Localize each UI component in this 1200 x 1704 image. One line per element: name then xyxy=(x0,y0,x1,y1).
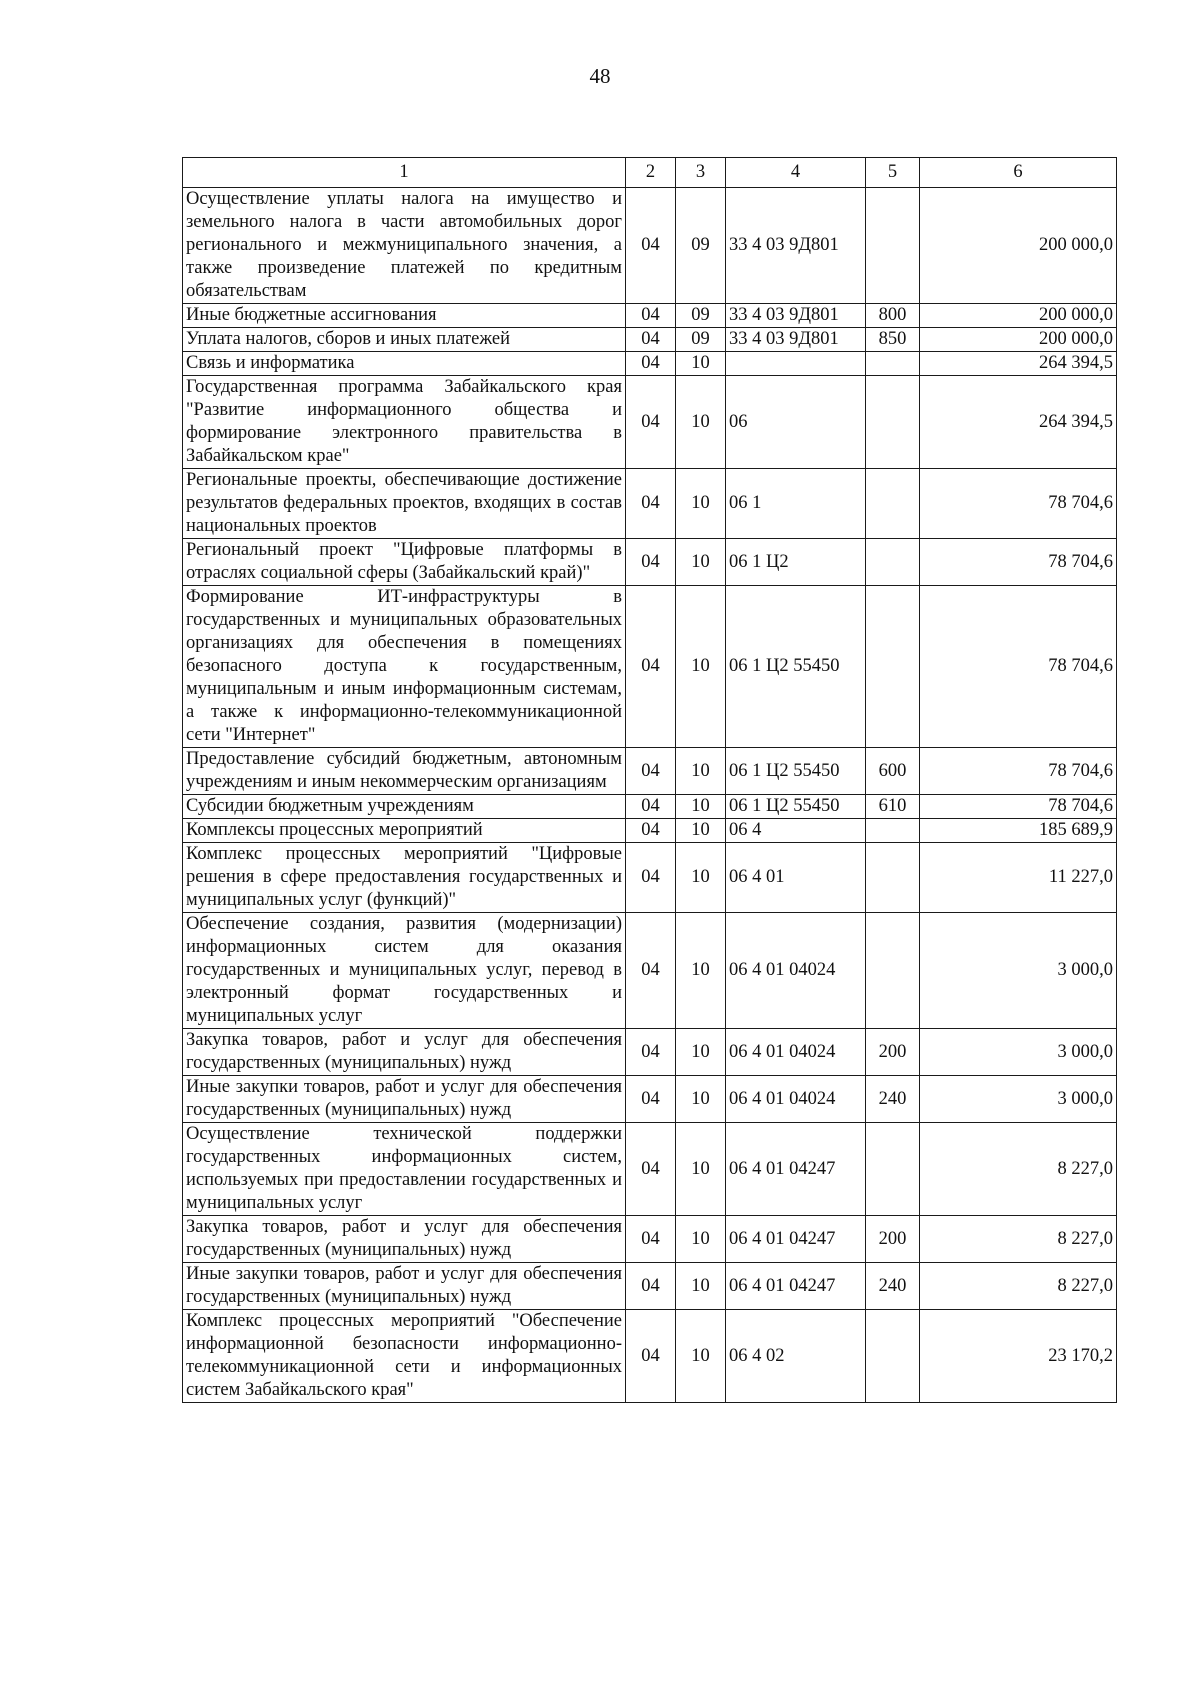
section-code: 04 xyxy=(626,352,676,376)
target-article-code: 06 1 Ц2 xyxy=(726,539,866,586)
section-code: 04 xyxy=(626,913,676,1029)
table-header xyxy=(183,158,1117,188)
expense-type-code xyxy=(866,188,920,304)
section-code: 04 xyxy=(626,1076,676,1123)
item-name: Комплекс процессных мероприятий "Обеспечение информационной безопасности информационно-телекоммуникационной сети и информационных систем Забайкальского края" xyxy=(183,1310,626,1403)
amount: 78 704,6 xyxy=(920,469,1117,539)
table-row xyxy=(183,913,1117,1029)
table-body xyxy=(183,188,1117,1403)
item-name: Обеспечение создания, развития (модернизации) информационных систем для оказания государственных и муниципальных услуг, перевод в электронный формат государственных и муниципальных услуг xyxy=(183,913,626,1029)
section-code: 04 xyxy=(626,748,676,795)
table-row xyxy=(183,304,1117,328)
header-row xyxy=(183,158,1117,188)
amount: 78 704,6 xyxy=(920,586,1117,748)
target-article-code: 06 4 01 04024 xyxy=(726,1029,866,1076)
subsection-code: 10 xyxy=(676,1123,726,1216)
table-row xyxy=(183,843,1117,913)
amount: 8 227,0 xyxy=(920,1123,1117,1216)
item-name: Региональные проекты, обеспечивающие достижение результатов федеральных проектов, входящих в состав национальных проектов xyxy=(183,469,626,539)
target-article-code: 06 4 xyxy=(726,819,866,843)
section-code: 04 xyxy=(626,328,676,352)
item-name: Комплексы процессных мероприятий xyxy=(183,819,626,843)
expense-type-code: 800 xyxy=(866,304,920,328)
target-article-code: 06 1 Ц2 55450 xyxy=(726,795,866,819)
budget-table xyxy=(182,157,1117,1403)
page-number: 48 xyxy=(589,64,611,88)
section-code: 04 xyxy=(626,819,676,843)
section-code: 04 xyxy=(626,1029,676,1076)
target-article-code: 06 4 02 xyxy=(726,1310,866,1403)
section-code: 04 xyxy=(626,843,676,913)
subsection-code: 10 xyxy=(676,352,726,376)
amount: 78 704,6 xyxy=(920,748,1117,795)
amount: 200 000,0 xyxy=(920,188,1117,304)
subsection-code: 10 xyxy=(676,1263,726,1310)
table-row xyxy=(183,539,1117,586)
header-col-4: 4 xyxy=(726,158,866,188)
subsection-code: 10 xyxy=(676,1310,726,1403)
target-article-code: 33 4 03 9Д801 xyxy=(726,188,866,304)
item-name: Иные закупки товаров, работ и услуг для обеспечения государственных (муниципальных) нужд xyxy=(183,1263,626,1310)
section-code: 04 xyxy=(626,469,676,539)
item-name: Формирование ИТ-инфраструктуры в государственных и муниципальных образовательных организациях для обеспечения в помещениях безопасного доступа к государственным, муниципальным и иным информационным системам, а также к информационно-телекоммуникационной сети "Интернет" xyxy=(183,586,626,748)
target-article-code: 06 1 xyxy=(726,469,866,539)
amount: 11 227,0 xyxy=(920,843,1117,913)
amount: 264 394,5 xyxy=(920,352,1117,376)
subsection-code: 10 xyxy=(676,376,726,469)
expense-type-code xyxy=(866,1123,920,1216)
amount: 8 227,0 xyxy=(920,1263,1117,1310)
expense-type-code: 200 xyxy=(866,1029,920,1076)
subsection-code: 10 xyxy=(676,1076,726,1123)
item-name: Связь и информатика xyxy=(183,352,626,376)
table-row xyxy=(183,1029,1117,1076)
section-code: 04 xyxy=(626,795,676,819)
expense-type-code: 240 xyxy=(866,1263,920,1310)
subsection-code: 10 xyxy=(676,795,726,819)
item-name: Осуществление технической поддержки государственных информационных систем, используемых при предоставлении государственных и муниципальных услуг xyxy=(183,1123,626,1216)
subsection-code: 10 xyxy=(676,1029,726,1076)
expense-type-code xyxy=(866,586,920,748)
target-article-code: 33 4 03 9Д801 xyxy=(726,304,866,328)
target-article-code: 06 xyxy=(726,376,866,469)
expense-type-code xyxy=(866,913,920,1029)
expense-type-code xyxy=(866,539,920,586)
item-name: Иные закупки товаров, работ и услуг для обеспечения государственных (муниципальных) нужд xyxy=(183,1076,626,1123)
subsection-code: 10 xyxy=(676,819,726,843)
section-code: 04 xyxy=(626,1263,676,1310)
section-code: 04 xyxy=(626,1216,676,1263)
subsection-code: 10 xyxy=(676,469,726,539)
amount: 3 000,0 xyxy=(920,1029,1117,1076)
expense-type-code: 600 xyxy=(866,748,920,795)
item-name: Закупка товаров, работ и услуг для обеспечения государственных (муниципальных) нужд xyxy=(183,1029,626,1076)
subsection-code: 10 xyxy=(676,748,726,795)
item-name: Предоставление субсидий бюджетным, автономным учреждениям и иным некоммерческим организациям xyxy=(183,748,626,795)
target-article-code: 06 4 01 04247 xyxy=(726,1216,866,1263)
target-article-code: 06 4 01 xyxy=(726,843,866,913)
section-code: 04 xyxy=(626,586,676,748)
subsection-code: 10 xyxy=(676,843,726,913)
amount: 3 000,0 xyxy=(920,1076,1117,1123)
item-name: Уплата налогов, сборов и иных платежей xyxy=(183,328,626,352)
amount: 200 000,0 xyxy=(920,328,1117,352)
table-row xyxy=(183,1216,1117,1263)
amount: 3 000,0 xyxy=(920,913,1117,1029)
expense-type-code xyxy=(866,469,920,539)
table-row xyxy=(183,748,1117,795)
expense-type-code: 200 xyxy=(866,1216,920,1263)
item-name: Региональный проект "Цифровые платформы в отраслях социальной сферы (Забайкальский край)" xyxy=(183,539,626,586)
target-article-code: 06 1 Ц2 55450 xyxy=(726,748,866,795)
section-code: 04 xyxy=(626,539,676,586)
table-row xyxy=(183,376,1117,469)
amount: 200 000,0 xyxy=(920,304,1117,328)
target-article-code xyxy=(726,352,866,376)
section-code: 04 xyxy=(626,188,676,304)
table-row xyxy=(183,586,1117,748)
target-article-code: 06 4 01 04024 xyxy=(726,1076,866,1123)
item-name: Субсидии бюджетным учреждениям xyxy=(183,795,626,819)
item-name: Закупка товаров, работ и услуг для обеспечения государственных (муниципальных) нужд xyxy=(183,1216,626,1263)
header-col-6: 6 xyxy=(920,158,1117,188)
subsection-code: 10 xyxy=(676,913,726,1029)
target-article-code: 06 4 01 04247 xyxy=(726,1263,866,1310)
target-article-code: 06 1 Ц2 55450 xyxy=(726,586,866,748)
table-row xyxy=(183,795,1117,819)
section-code: 04 xyxy=(626,1123,676,1216)
expense-type-code: 240 xyxy=(866,1076,920,1123)
section-code: 04 xyxy=(626,1310,676,1403)
expense-type-code xyxy=(866,352,920,376)
subsection-code: 10 xyxy=(676,586,726,748)
target-article-code: 06 4 01 04024 xyxy=(726,913,866,1029)
amount: 78 704,6 xyxy=(920,539,1117,586)
amount: 8 227,0 xyxy=(920,1216,1117,1263)
subsection-code: 09 xyxy=(676,328,726,352)
subsection-code: 09 xyxy=(676,188,726,304)
table-row xyxy=(183,469,1117,539)
table-row xyxy=(183,1310,1117,1403)
table-row xyxy=(183,819,1117,843)
item-name: Осуществление уплаты налога на имущество и земельного налога в части автомобильных дорог регионального и межмуниципального значения, а также произведение платежей по кредитным обязательствам xyxy=(183,188,626,304)
subsection-code: 10 xyxy=(676,1216,726,1263)
expense-type-code xyxy=(866,376,920,469)
header-col-3: 3 xyxy=(676,158,726,188)
amount: 23 170,2 xyxy=(920,1310,1117,1403)
expense-type-code: 850 xyxy=(866,328,920,352)
target-article-code: 06 4 01 04247 xyxy=(726,1123,866,1216)
amount: 78 704,6 xyxy=(920,795,1117,819)
section-code: 04 xyxy=(626,304,676,328)
item-name: Иные бюджетные ассигнования xyxy=(183,304,626,328)
subsection-code: 09 xyxy=(676,304,726,328)
item-name: Комплекс процессных мероприятий "Цифровые решения в сфере предоставления государственных и муниципальных услуг (функций)" xyxy=(183,843,626,913)
table-row xyxy=(183,188,1117,304)
header-col-1: 1 xyxy=(183,158,626,188)
header-col-5: 5 xyxy=(866,158,920,188)
table-row xyxy=(183,1263,1117,1310)
expense-type-code xyxy=(866,843,920,913)
section-code: 04 xyxy=(626,376,676,469)
amount: 264 394,5 xyxy=(920,376,1117,469)
item-name: Государственная программа Забайкальского края "Развитие информационного общества и формирование электронного правительства в Забайкальском крае" xyxy=(183,376,626,469)
target-article-code: 33 4 03 9Д801 xyxy=(726,328,866,352)
expense-type-code xyxy=(866,819,920,843)
table-row xyxy=(183,1123,1117,1216)
table-row xyxy=(183,352,1117,376)
table-row xyxy=(183,1076,1117,1123)
expense-type-code: 610 xyxy=(866,795,920,819)
expense-type-code xyxy=(866,1310,920,1403)
subsection-code: 10 xyxy=(676,539,726,586)
table-row xyxy=(183,328,1117,352)
amount: 185 689,9 xyxy=(920,819,1117,843)
header-col-2: 2 xyxy=(626,158,676,188)
